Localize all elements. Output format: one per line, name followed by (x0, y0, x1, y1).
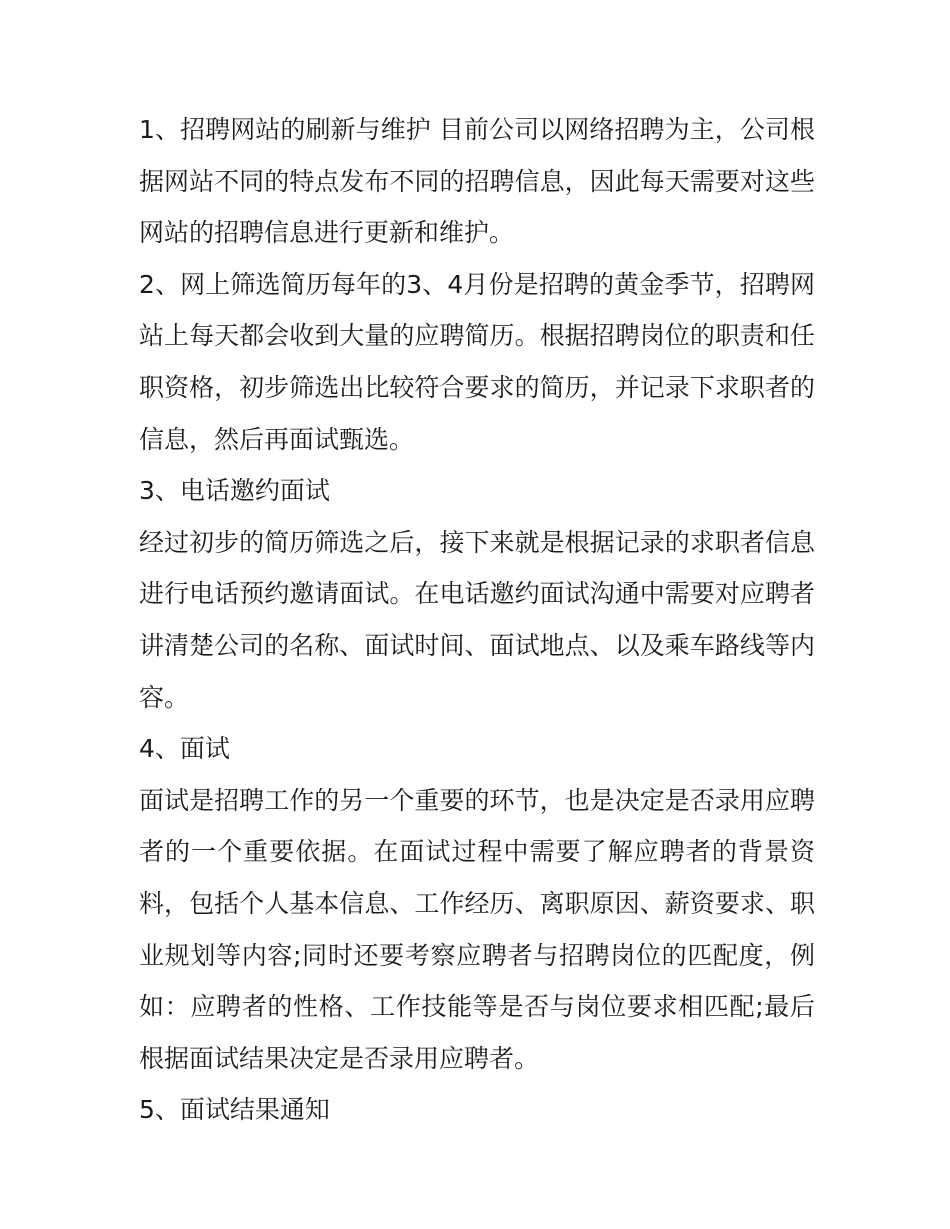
paragraph-interview: 面试是招聘工作的另一个重要的环节，也是决定是否录用应聘者的一个重要依据。在面试过程中需要了解应聘者的背景资料，包括个人基本信息、工作经历、离职原因、薪资要求、职业规划等内容;同时还要考察应聘者与招聘岗位的匹配度，例如：应聘者的性格、工作技能等是否与岗位要求相匹配;最后根据面试结果决定是否录用应聘者。 (139, 785, 815, 1073)
paragraph-phone-invitation: 经过初步的简历筛选之后，接下来就是根据记录的求职者信息进行电话预约邀请面试。在电话邀约面试沟通中需要对应聘者讲清楚公司的名称、面试时间、面试地点、以及乘车路线等内容。 (139, 527, 815, 712)
heading-phone-invitation: 3、电话邀约面试 (139, 476, 330, 506)
document-body (139, 104, 815, 1136)
paragraph-resume-screening: 2、网上筛选简历每年的3、4月份是招聘的黄金季节，招聘网站上每天都会收到大量的应聘简历。根据招聘岗位的职责和任职资格，初步筛选出比较符合要求的简历，并记录下求职者的信息，然后再面试甄选。 (139, 269, 815, 454)
heading-interview: 4、面试 (139, 734, 230, 764)
heading-interview-result: 5、面试结果通知 (139, 1095, 330, 1125)
paragraph-website-maintenance: 1、招聘网站的刷新与维护 目前公司以网络招聘为主，公司根据网站不同的特点发布不同的招聘信息，因此每天需要对这些网站的招聘信息进行更新和维护。 (139, 115, 815, 248)
